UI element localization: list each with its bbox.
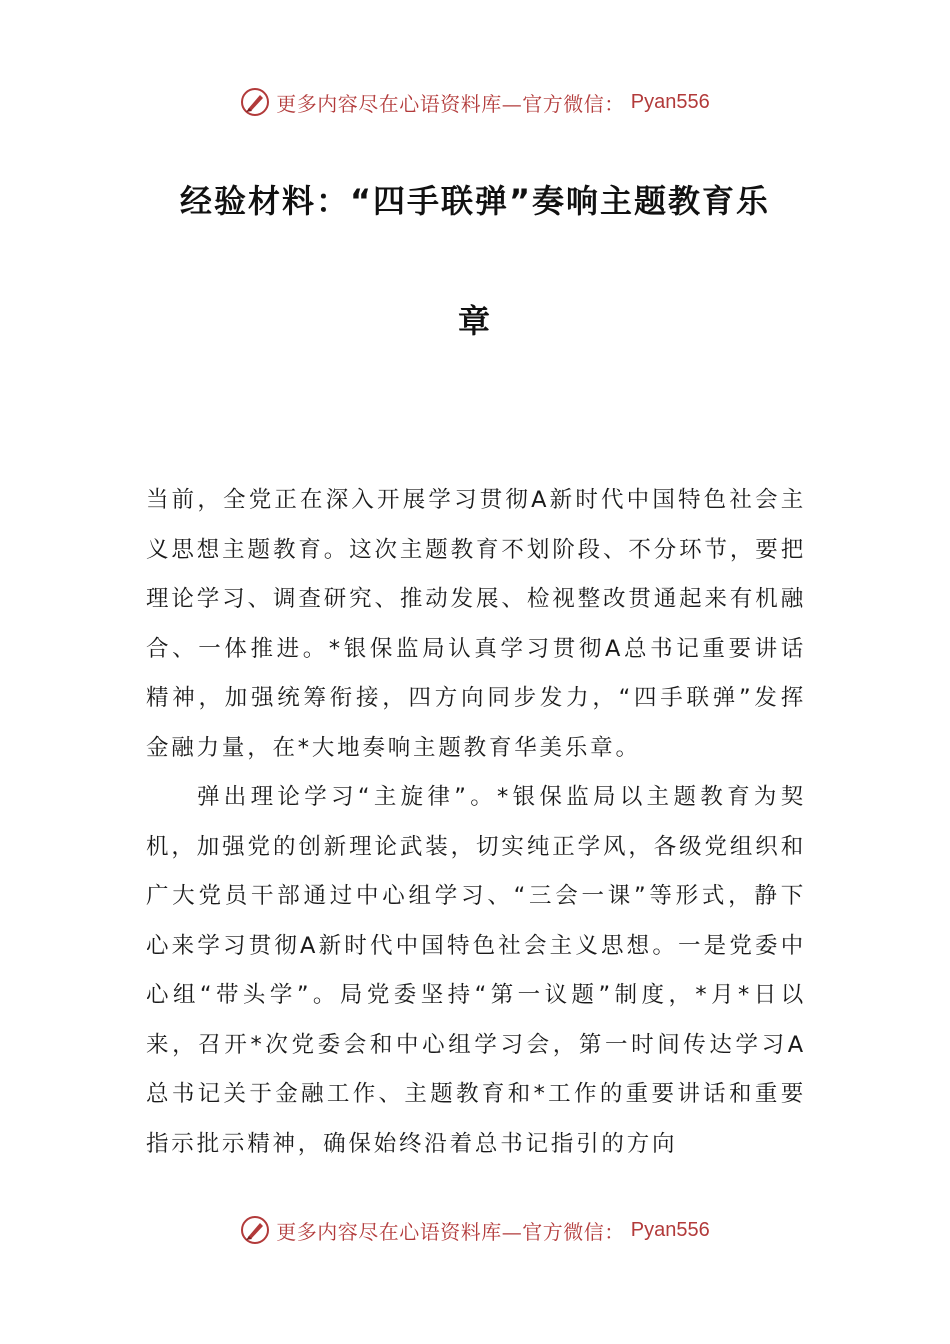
watermark-promo-text: 更多内容尽在心语资料库—官方微信： xyxy=(276,91,625,116)
body-paragraph-1: 当前，全党正在深入开展学习贯彻A新时代中国特色社会主义思想主题教育。这次主题教育不划阶段、不分环节，要把理论学习、调查研究、推动发展、检视整改贯通起来有机融合、一体推进。*银保监局认真学习贯彻A总书记重要讲话精神，加强统筹衔接，四方向同步发力，“四手联弹”发挥金融力量，在*大地奏响主题教育华美乐章。 xyxy=(146,487,806,761)
pen-nib-logo-icon xyxy=(240,1215,270,1245)
document-title-line1: 经验材料：“四手联弹”奏响主题教育乐 xyxy=(179,182,771,220)
watermark-promo-text: 更多内容尽在心语资料库—官方微信： xyxy=(276,1219,625,1244)
watermark-wechat-id: Pyan556 xyxy=(630,90,710,113)
pen-nib-logo-icon xyxy=(240,87,270,117)
document-title-line2: 章 xyxy=(457,302,492,340)
body-paragraph-2: 弹出理论学习“主旋律”。*银保监局以主题教育为契机，加强党的创新理论武装，切实纯正学风，各级党组织和广大党员干部通过中心组学习、“三会一课”等形式，静下心来学习贯彻A新时代中国特色社会主义思想。一是党委中心组“带头学”。局党委坚持“第一议题”制度，*月*日以来，召开*次党委会和中心组学习会，第一时间传达学习A总书记关于金融工作、主题教育和*工作的重要讲话和重要指示批示精神，确保始终沿着总书记指引的方向 xyxy=(146,784,806,1157)
header-watermark-banner xyxy=(0,82,950,122)
document-body xyxy=(146,476,806,1169)
watermark-wechat-id: Pyan556 xyxy=(630,1218,710,1241)
footer-watermark-banner xyxy=(0,1210,950,1250)
